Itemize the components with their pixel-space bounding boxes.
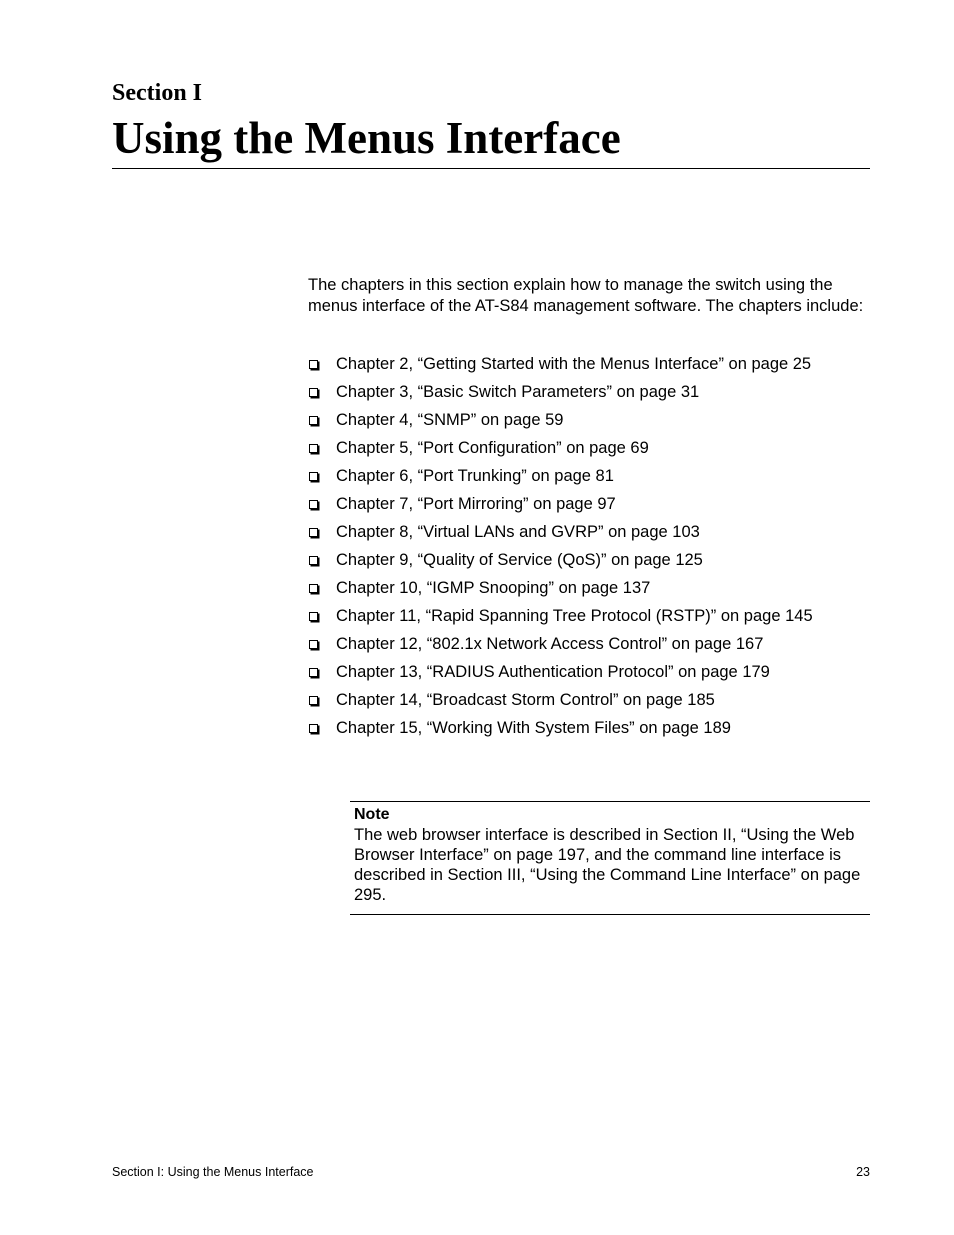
intro-paragraph: The chapters in this section explain how to manage the switch using the menus interface of the AT-S84 management software. The chapters include: [308,276,864,315]
hollow-square-bullet-icon [309,724,318,733]
hollow-square-bullet-icon [309,528,318,537]
chapter-reference: Chapter 10, “IGMP Snooping” on page 137 [336,579,651,597]
page-title: Using the Menus Interface [112,113,621,163]
hollow-square-bullet-icon [309,388,318,397]
hollow-square-bullet-icon [309,500,318,509]
chapter-reference: Chapter 3, “Basic Switch Parameters” on page 31 [336,383,700,401]
hollow-square-bullet-icon [309,360,318,369]
title-divider [112,168,870,169]
hollow-square-bullet-icon [309,640,318,649]
hollow-square-bullet-icon [309,584,318,593]
hollow-square-bullet-icon [309,696,318,705]
chapter-reference: Chapter 13, “RADIUS Authentication Protocol” on page 179 [336,663,770,681]
note-heading: Note [354,806,390,823]
hollow-square-bullet-icon [309,472,318,481]
hollow-square-bullet-icon [309,668,318,677]
chapter-reference: Chapter 8, “Virtual LANs and GVRP” on page 103 [336,523,700,541]
footer-section-title: Section I: Using the Menus Interface [112,1165,314,1179]
chapter-reference: Chapter 11, “Rapid Spanning Tree Protocol (RSTP)” on page 145 [336,607,813,625]
section-label: Section I [112,80,202,106]
chapter-reference: Chapter 14, “Broadcast Storm Control” on page 185 [336,691,715,709]
chapter-reference: Chapter 4, “SNMP” on page 59 [336,411,564,429]
hollow-square-bullet-icon [309,612,318,621]
chapter-reference: Chapter 5, “Port Configuration” on page 69 [336,439,649,457]
note-box [350,801,870,915]
chapter-reference: Chapter 15, “Working With System Files” on page 189 [336,719,731,737]
chapter-reference: Chapter 9, “Quality of Service (QoS)” on page 125 [336,551,703,569]
chapter-reference: Chapter 7, “Port Mirroring” on page 97 [336,495,616,513]
footer-page-number: 23 [856,1165,870,1179]
note-body: The web browser interface is described in Section II, “Using the Web Browser Interface” on page 197, and the command line interface is described in Section III, “Using the Command Line Interface” on page 295. [354,826,861,904]
hollow-square-bullet-icon [309,444,318,453]
chapter-reference: Chapter 2, “Getting Started with the Menus Interface” on page 25 [336,355,812,373]
chapter-reference: Chapter 12, “802.1x Network Access Control” on page 167 [336,635,764,653]
hollow-square-bullet-icon [309,416,318,425]
hollow-square-bullet-icon [309,556,318,565]
chapter-reference: Chapter 6, “Port Trunking” on page 81 [336,467,614,485]
